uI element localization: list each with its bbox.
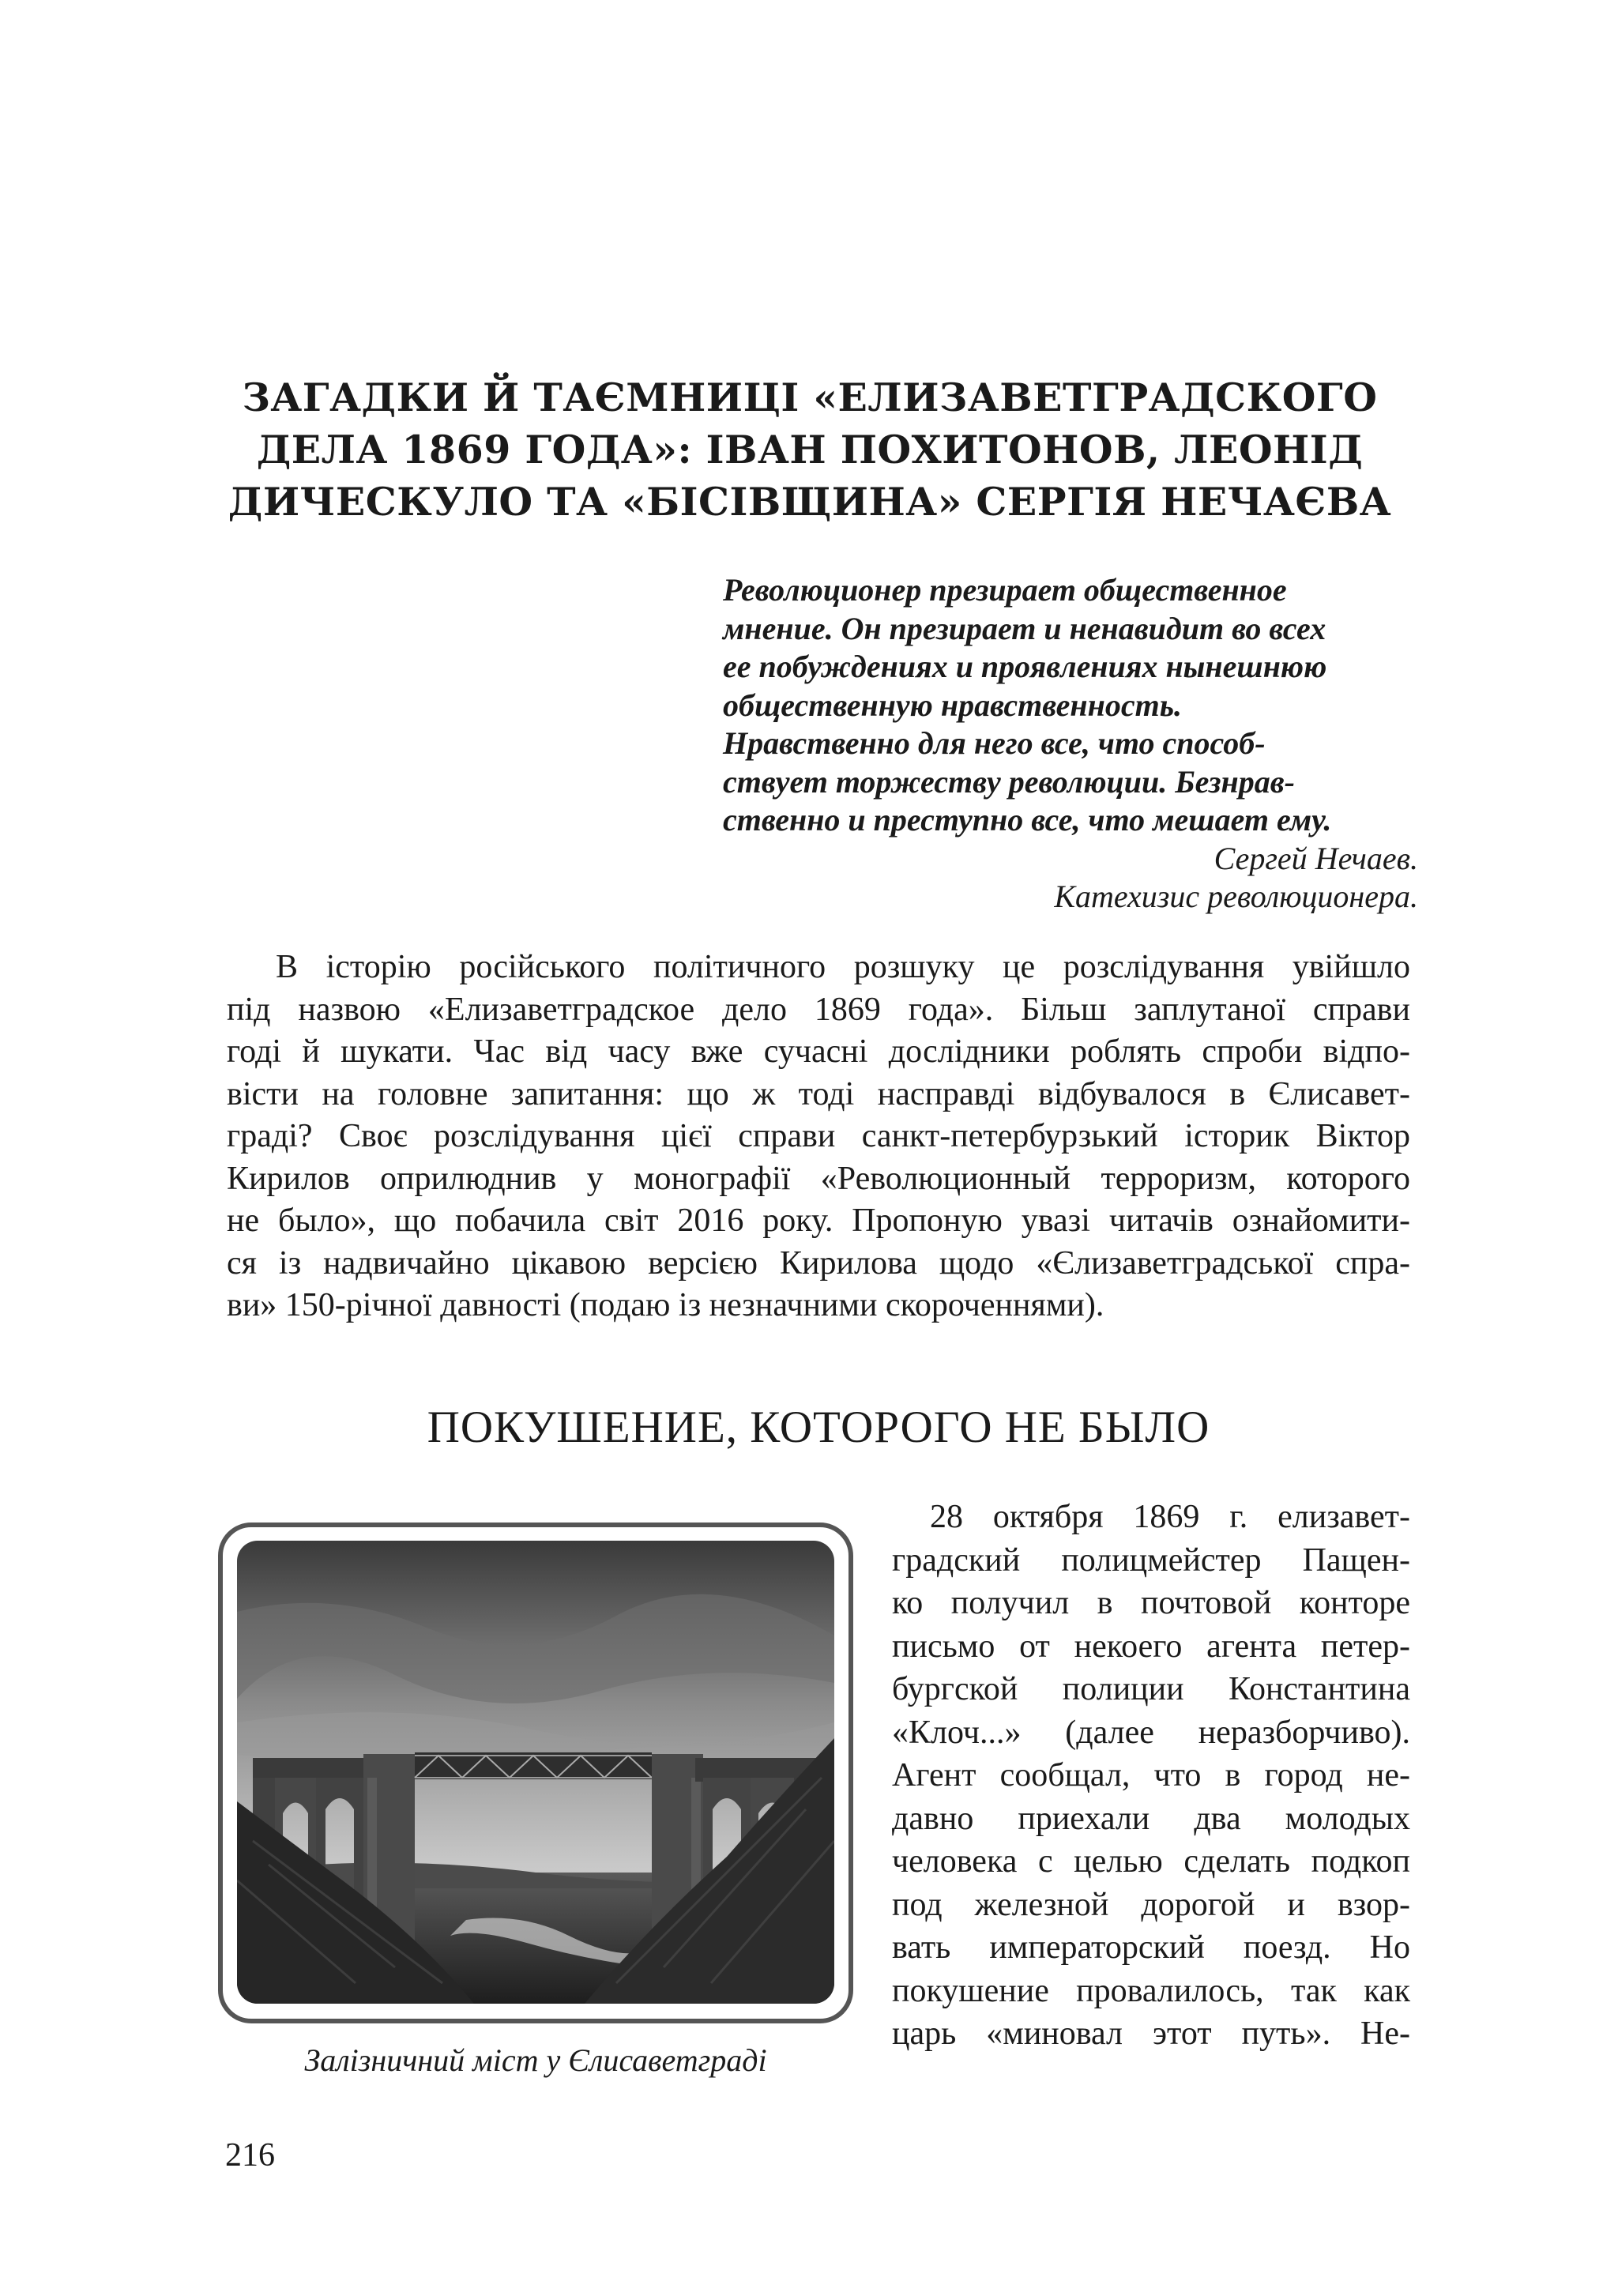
page-number: 216	[225, 2137, 275, 2174]
paragraph-line: не было», що побачила світ 2016 року. Пропоную увазі читачів ознайомити-	[227, 1203, 1410, 1239]
intro-paragraph	[227, 947, 1410, 1327]
paragraph-line: вать императорский поезд. Но	[892, 1929, 1410, 1966]
paragraph-line: покушение провалилось, так как	[892, 1972, 1410, 2009]
paragraph-line: царь «миновал этот путь». Не-	[892, 2016, 1410, 2052]
epigraph-line: мнение. Он презирает и ненавидит во всех	[723, 610, 1326, 646]
epigraph-line: Нравственно для него все, что способ-	[723, 725, 1266, 761]
epigraph-line: ее побуждениях и проявлениях нынешнюю	[723, 649, 1327, 684]
paragraph-line: Агент сообщал, что в город не-	[892, 1757, 1410, 1794]
epigraph-line: общественную нравственность.	[723, 687, 1182, 723]
paragraph-line: под железной дорогой и взор-	[892, 1886, 1410, 1923]
paragraph-line: бургской полиции Константина	[892, 1671, 1410, 1707]
epigraph-line: Революционер презирает общественное	[723, 572, 1287, 608]
title-line: ЗАГАДКИ Й ТАЄМНИЦІ «ЕЛИЗАВЕТГРАДСКОГО	[242, 375, 1378, 420]
paragraph-line: давно приехали два молодых	[892, 1800, 1410, 1837]
section-heading: ПОКУШЕНИЕ, КОТОРОГО НЕ БЫЛО	[427, 1402, 1210, 1452]
paragraph-line: ви» 150-річної давності (подаю із незначними скороченнями).	[227, 1287, 1104, 1323]
paragraph-line: годі й шукати. Час від часу вже сучасні дослідники роблять спроби відпо-	[227, 1033, 1410, 1070]
bridge-photo	[237, 1541, 834, 2004]
title-line: ДЕЛА 1869 ГОДА»: ІВАН ПОХИТОНОВ, ЛЕОНІД	[256, 427, 1364, 472]
epigraph-author: Сергей Нечаев.	[1214, 840, 1418, 876]
paragraph-line: вісти на головне запитання: що ж тоді насправді відбувалося в Єлисавет-	[227, 1075, 1410, 1112]
paragraph-line: ко получил в почтовой конторе	[892, 1585, 1410, 1621]
paragraph-line: ся із надвичайно цікавою версією Кирилова щодо «Єлизаветградської спра-	[227, 1244, 1410, 1282]
paragraph-line: В історію російського політичного розшуку це розслідування увійшло	[276, 949, 1410, 985]
paragraph-line: граді? Своє розслідування цієї справи санкт-петербурзький історик Віктор	[227, 1118, 1410, 1154]
paragraph-line: «Клоч...» (далее неразборчиво).	[892, 1714, 1410, 1751]
paragraph-line: під назвою «Елизаветградское дело 1869 года». Більш заплутаної справи	[227, 991, 1410, 1028]
paragraph-line: человека с целью сделать подкоп	[892, 1843, 1410, 1880]
paragraph-line: письмо от некоего агента петер-	[892, 1628, 1410, 1665]
epigraph-line: ственно и преступно все, что мешает ему.	[723, 802, 1332, 837]
figure-caption: Залізничний міст у Єлисаветграді	[304, 2042, 767, 2078]
article-title	[182, 371, 1438, 528]
title-line: ДИЧЕСКУЛО ТА «БІСІВЩИНА» СЕРГІЯ НЕЧАЄВА	[228, 479, 1392, 525]
column-paragraph	[892, 1496, 1410, 2056]
paragraph-line: градский полицмейстер Пащен-	[892, 1541, 1410, 1579]
epigraph	[723, 571, 1418, 917]
paragraph-line: 28 октября 1869 г. елизавет-	[930, 1499, 1410, 1535]
epigraph-source: Катехизис революционера.	[1054, 879, 1418, 914]
epigraph-line: ствует торжеству революции. Безнрав-	[723, 763, 1295, 800]
paragraph-line: Кирилов оприлюднив у монографії «Революционный терроризм, которого	[227, 1160, 1410, 1197]
